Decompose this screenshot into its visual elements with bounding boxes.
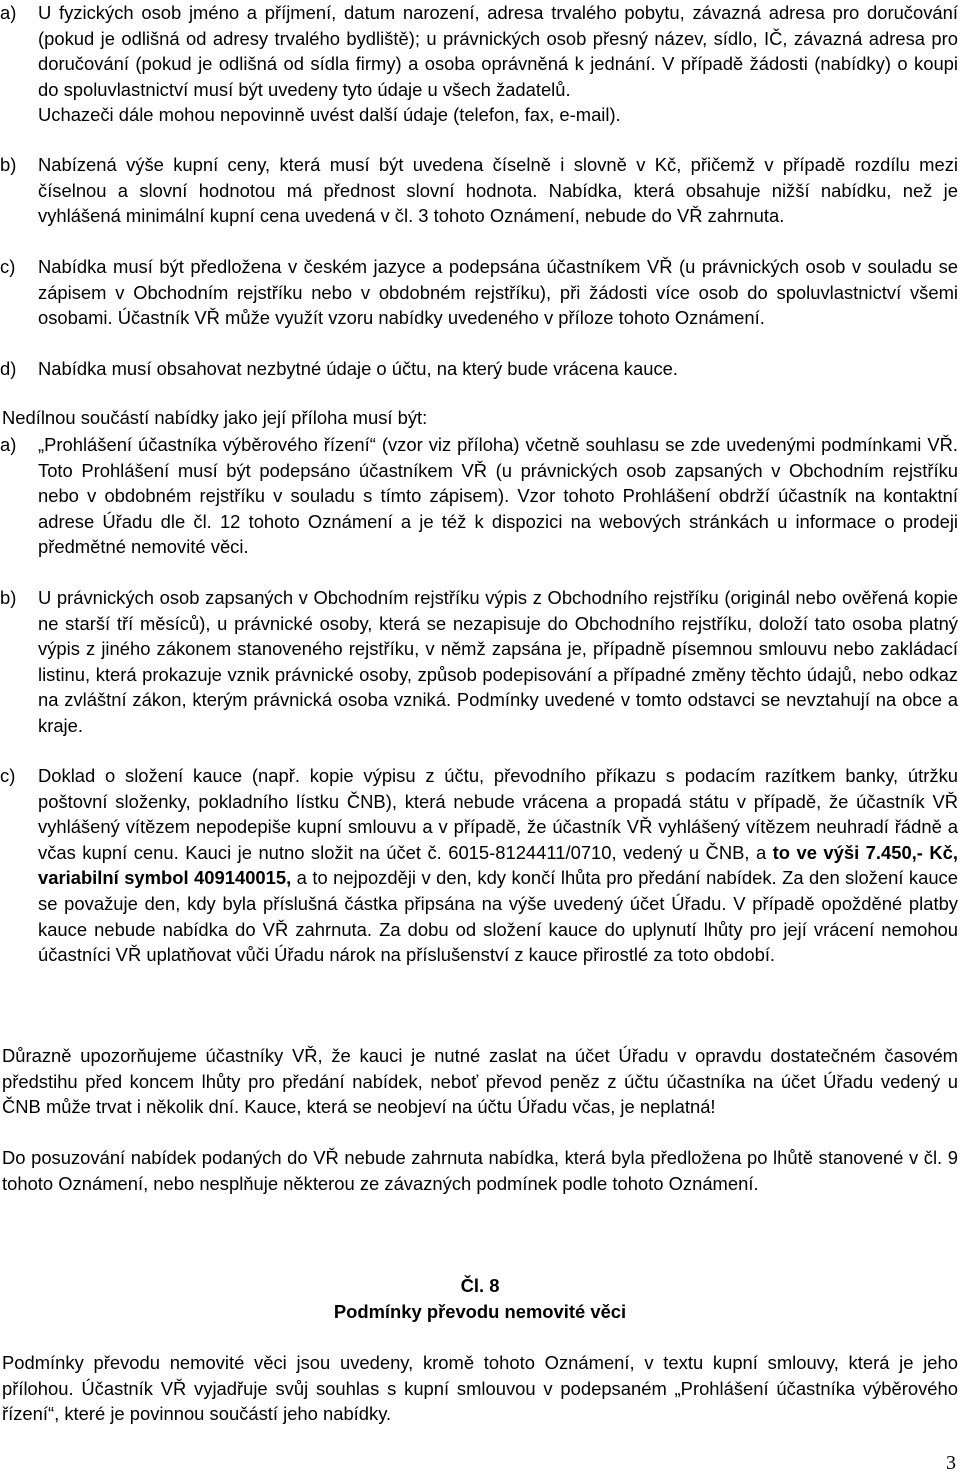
list-item-d bbox=[0, 356, 958, 382]
list-item-a bbox=[0, 0, 958, 128]
item-label: a) bbox=[0, 2, 17, 23]
attachment-item-a bbox=[0, 432, 958, 560]
deposit-warning: Důrazně upozorňujeme účastníky VŘ, že kauci je nutné zaslat na účet Úřadu v opravdu dostatečném časovém předstihu před koncem lhůty pro předání nabídek, neboť převod peněz z účtu účastníka na účet Úřadu vedený u ČNB může trvat i několik dní. Kauce, která se neobjeví na účtu Úřadu včas, je neplatná! bbox=[2, 1045, 958, 1118]
article-title: Podmínky převodu nemovité věci bbox=[333, 1301, 627, 1322]
article-number: Čl. 8 bbox=[460, 1275, 500, 1296]
item-label: c) bbox=[0, 256, 16, 277]
item-text: „Prohlášení účastníka výběrového řízení“ (vzor viz příloha) včetně souhlasu se zde uvedenými podmínkami VŘ. Toto Prohlášení musí být podepsáno účastníkem VŘ (u právnických osob zapsaných v Obchodním rejstříku nebo v obdobném rejstříku v souladu s tímto zápisem). Vzor tohoto Prohlášení obdrží účastník na kontaktní adrese Úřadu dle čl. 12 tohoto Oznámení a je též k dispozici na webových stránkách u informace o prodeji předmětné nemovité věci. bbox=[38, 434, 958, 558]
item-text-extra: Uchazeči dále mohou nepovinně uvést další údaje (telefon, fax, e-mail). bbox=[38, 104, 621, 126]
item-text bbox=[38, 763, 958, 968]
item-label: d) bbox=[0, 358, 17, 379]
item-text: U fyzických osob jméno a příjmení, datum narození, adresa trvalého pobytu, závazná adresa pro doručování (pokud je odlišná od adresy trvalého bydliště); u právnických osob přesný název, sídlo, IČ, závazná adresa pro doručování (pokud je odlišná od sídla firmy) a osoba oprávněná k jednání. V případě žádosti (nabídky) o koupi do spoluvlastnictví musí být uvedeny tyto údaje u všech žadatelů. bbox=[38, 2, 958, 100]
item-label: b) bbox=[0, 587, 17, 608]
item-label: c) bbox=[0, 765, 16, 786]
item-text: U právnických osob zapsaných v Obchodním rejstříku výpis z Obchodního rejstříku (originál nebo ověřená kopie ne starší tří měsíců), u právnické osoby, která se nezapisuje do Obchodního rejstříku, doloží tato osoba platný výpis z jiného zákonem stanoveného rejstříku, v němž zapsána je, případně písemnou smlouvu nebo zakládací listinu, která prokazuje vznik právnické osoby, způsob podepisování a případné změny těchto údajů, nebo odkaz na zvláštní zákon, kterým právnická osoba vzniká. Podmínky uvedené v tomto odstavci se nevztahují na obce a kraje. bbox=[38, 587, 958, 736]
deposit-amount-bold: to ve výši 7.450,- Kč, variabilní symbol 409140015, bbox=[38, 841, 959, 889]
page-number: 3 bbox=[946, 1452, 956, 1474]
list-item-b bbox=[0, 152, 958, 229]
list-item-c bbox=[0, 254, 958, 331]
deposit-text-part1: Doklad o složení kauce (např. kopie výpisu z účtu, převodního příkazu s podacím razítkem banky, útržku poštovní složenky, pokladního lístku ČNB), která nebude vrácena a propadá státu v případě, že účastník VŘ vyhlášený vítězem nepodepiše kupní smlouvu a v případě, že účastník VŘ vyhlášený vítězem neuhradí řádně a včas kupní cenu. Kauci je nutno složit na účet č. 6015-8124411/0710, vedený u ČNB, a bbox=[38, 765, 958, 863]
attachments-intro: Nedílnou součástí nabídky jako její příloha musí být: bbox=[2, 407, 428, 428]
article-body: Podmínky převodu nemovité věci jsou uvedeny, kromě tohoto Oznámení, v textu kupní smlouvy, která je jeho přílohou. Účastník VŘ vyjadřuje svůj souhlas s kupní smlouvou v podepsaném „Prohlášení účastníka výběrového řízení“, které je povinnou součástí jeho nabídky. bbox=[2, 1352, 958, 1425]
item-label: b) bbox=[0, 154, 17, 175]
item-text: Nabízená výše kupní ceny, která musí být uvedena číselně i slovně v Kč, přičemž v případě rozdílu mezi číselnou a slovní hodnotou má přednost slovní hodnota. Nabídka, která obsahuje nižší nabídku, než je vyhlášená minimální kupní cena uvedená v čl. 3 tohoto Oznámení, nebude do VŘ zahrnuta. bbox=[38, 154, 958, 227]
attachment-item-c bbox=[0, 763, 958, 968]
item-text: Nabídka musí obsahovat nezbytné údaje o účtu, na který bude vrácena kauce. bbox=[38, 358, 678, 379]
item-text: Nabídka musí být předložena v českém jazyce a podepsána účastníkem VŘ (u právnických osob v souladu se zápisem v Obchodním rejstříku nebo v obdobném rejstříku), při žádosti více osob do spoluvlastnictví všemi osobami. Účastník VŘ může využít vzoru nabídky uvedeného v příloze tohoto Oznámení. bbox=[38, 256, 958, 329]
deposit-text-part2: a to nejpozději v den, kdy končí lhůta pro předání nabídek. Za den složení kauce se považuje den, kdy byla příslušná částka připsána na výše uvedený účet Úřadu. V případě opožděné platby kauce nebude nabídka do VŘ zahrnuta. Za dobu od složení kauce do uplynutí lhůty pro její vrácení nemohou účastníci VŘ uplatňovat vůči Úřadu nárok na příslušenství z kauce přirostlé za toto období. bbox=[38, 867, 958, 966]
late-offer-warning: Do posuzování nabídek podaných do VŘ nebude zahrnuta nabídka, která byla předložena po lhůtě stanovené v čl. 9 tohoto Oznámení, nebo nesplňuje některou ze závazných podmínek podle tohoto Oznámení. bbox=[2, 1147, 958, 1194]
item-label: a) bbox=[0, 434, 17, 455]
attachment-item-b bbox=[0, 585, 958, 739]
